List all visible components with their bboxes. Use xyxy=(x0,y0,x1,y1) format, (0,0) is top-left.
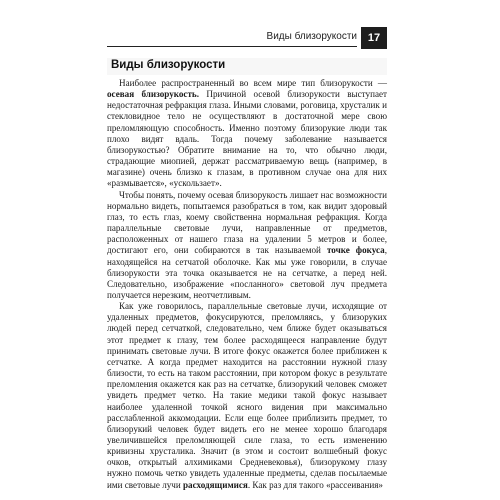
paragraph-3 xyxy=(107,301,387,491)
paragraph-1-text-a: Наиболее распространенный во всем мире тип близорукости — xyxy=(119,78,387,88)
paragraph-3-text-b: . Как раз для такого «рассеивания» xyxy=(247,479,383,490)
header-rule xyxy=(107,46,357,47)
paragraph-2-emphasis: точке фокуса xyxy=(326,245,385,256)
paragraph-3-text-a: Как уже говорилось, параллельные световые лучи, исходящие от удаленных предметов, фокусируются, преломляясь, у близоруких людей перед сетчаткой, следовательно, чем ближе будет оказываться этот предмет к глазу, тем более расходящееся направление будут принимать световые лучи. В итоге фокус окажется более приближен к сетчатке. А когда предмет находится на расстоянии нужной глазу близости, то есть на таком расстоянии, при котором фокус в результате преломления окажется как раз на сетчатке, близорукий человек сможет увидеть предмет четко. На такие медики такой фокус называет наиболее удаленной точкой ясного видения при максимально расслабленной аккомодации. Если еще более приблизить предмет, то близорукий человек будет видеть его не менее хорошо благодаря увеличившейся преломляющей силе глаза, то есть изменению кривизны хрусталика. Значит (в этом и состоит волшебный фокус очков, открытый алхимиками Средневековья), близорукому глазу нужно помочь четко увидеть удаленные предметы, сделав посылаемые ими световые лучи xyxy=(107,301,387,490)
section-heading-box xyxy=(107,58,387,75)
running-header-title: Виды близорукости xyxy=(266,31,357,42)
paragraph-2-text-b: , находящейся на сетчатой оболочке. Как мы уже говорили, в случае близорукости эта точка оказывается не на сетчатке, а перед ней. Следовательно, изображение «посланного» световой луч предмета получается нерезким, неотчетливым. xyxy=(107,245,387,300)
paragraph-3-emphasis: расходящимися xyxy=(183,479,248,490)
page-number: 17 xyxy=(361,27,387,49)
paragraph-1-text-b: Причиной осевой близорукости выступает недостаточная рефракция глаза. Иными словами, роговица, хрусталик и стекловидное тело не осуществляют в достаточной мере свою преломляющую способность. Именно поэтому близорукие люди так плохо видят вдаль. Тогда почему заболевание называется близорукостью? Обратите внимание на то, что обычно люди, страдающие миопией, держат рассматриваемую вещь (например, в магазине) очень близко к глазам, в противном случае она для них «размывается», «ускользает». xyxy=(107,89,387,189)
paragraph-2 xyxy=(107,190,387,302)
paragraph-1-emphasis: осевая близорукость. xyxy=(107,89,200,100)
section-heading: Виды близорукости xyxy=(111,59,226,71)
body-text xyxy=(107,78,387,491)
running-header xyxy=(107,27,387,49)
paragraph-1 xyxy=(107,78,387,190)
paragraph-2-text-a: Чтобы понять, почему осевая близорукость лишает нас возможности нормально видеть, попытаемся разобраться в том, как видит здоровый глаз, то есть глаз, коему свойственна нормальная рефракция. Когда параллельные световые лучи, направленные от предметов, расположенных от нашего глаза на удалении 5 метров и более, достигают его, они собираются в так называемой xyxy=(107,189,387,256)
